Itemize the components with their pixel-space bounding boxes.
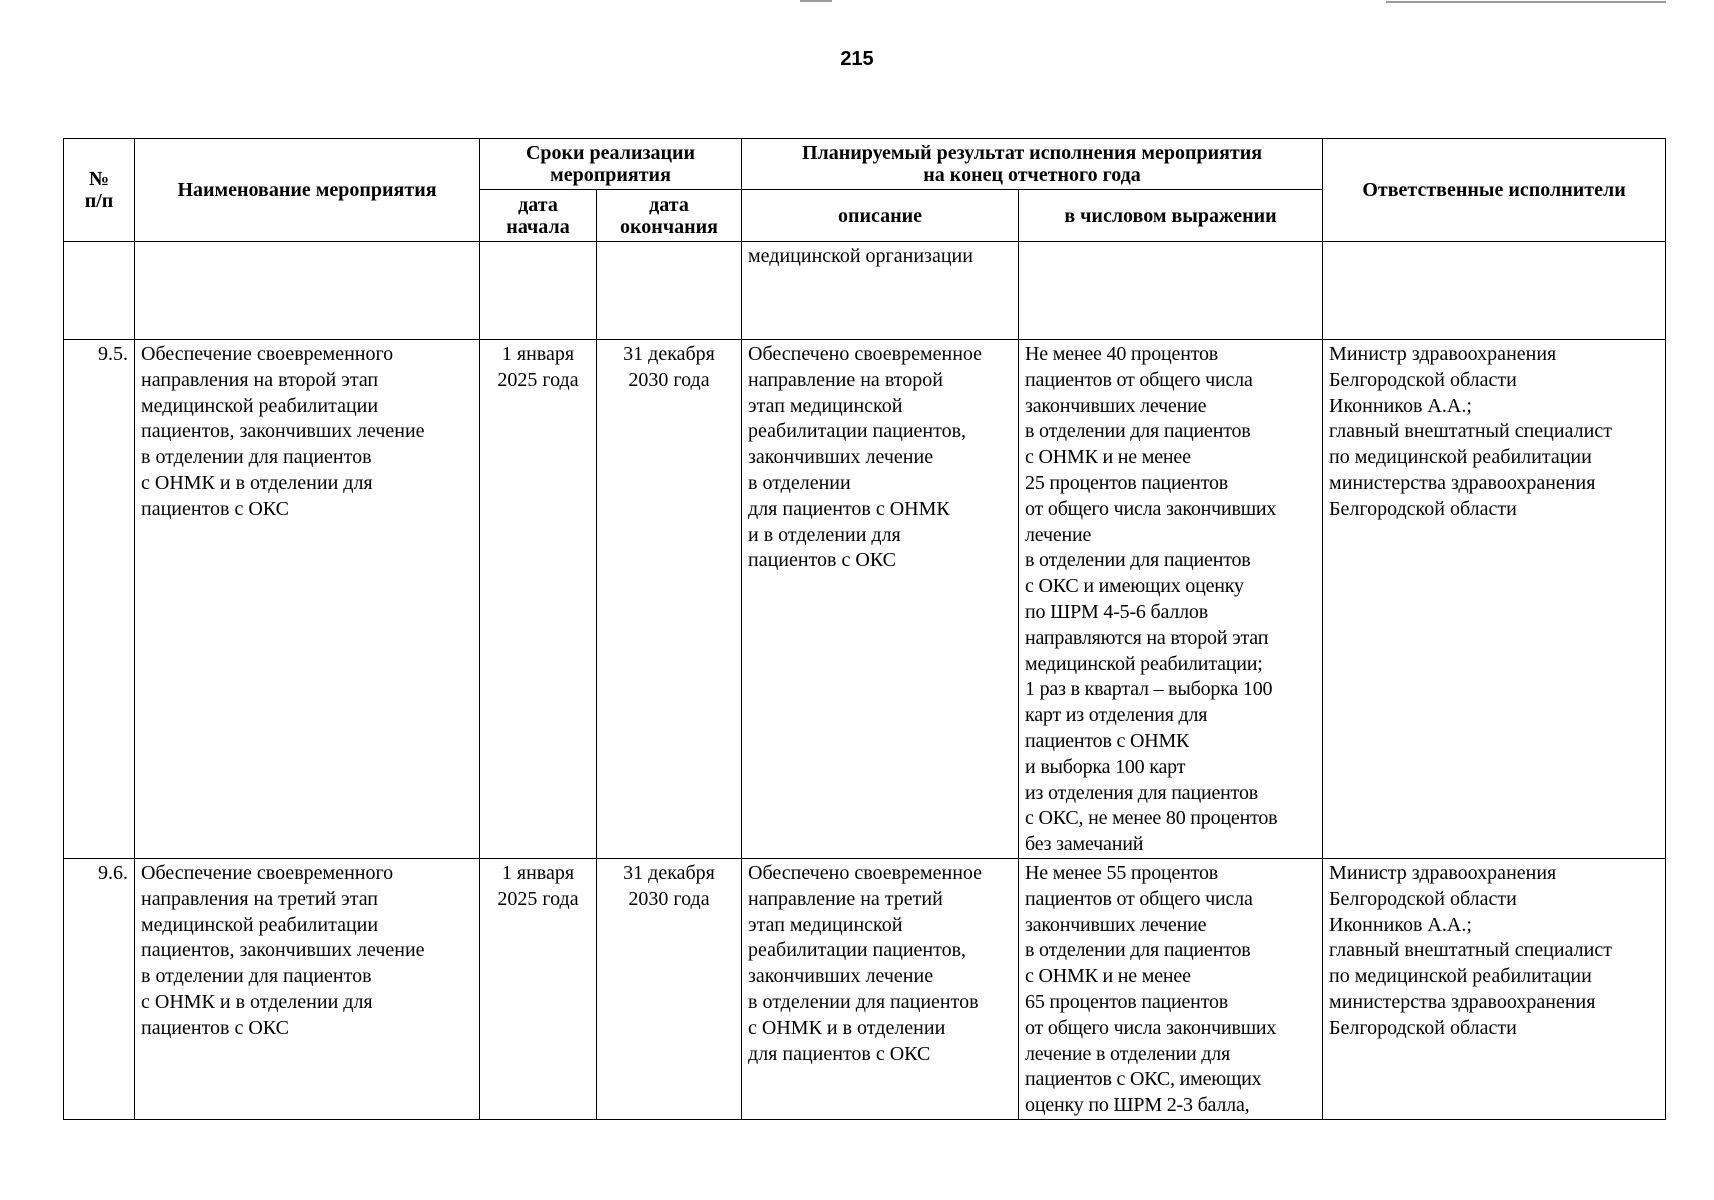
header-activity-name: Наименование мероприятия <box>135 139 480 242</box>
cell-responsible <box>1323 242 1666 340</box>
header-description: описание <box>742 190 1019 242</box>
cell-name <box>135 242 480 340</box>
page-number: 215 <box>840 48 874 70</box>
cell-number: 9.5. <box>64 340 135 859</box>
activities-table <box>63 138 1666 1120</box>
scan-artifact <box>1386 1 1666 3</box>
cell-description: Обеспечено своевременное направление на второй этап медицинской реабилитации пациентов, закончивших лечение в отделении для пациентов с ОНМК и в отделении для пациентов с ОКС <box>742 340 1019 859</box>
header-planned-result: Планируемый результат исполнения мероприятия на конец отчетного года <box>742 139 1323 190</box>
header-number: № п/п <box>64 139 135 242</box>
cell-description: медицинской организации <box>742 242 1019 340</box>
header-responsible: Ответственные исполнители <box>1323 139 1666 242</box>
cell-numeric: Не менее 40 процентов пациентов от общего числа закончивших лечение в отделении для пациентов с ОНМК и не менее 25 процентов пациентов от общего числа закончивших лечение в отделении для пациентов с ОКС и имеющих оценку по ШРМ 4-5-6 баллов направляются на второй этап медицинской реабилитации; 1 раз в квартал – выборка 100 карт из отделения для пациентов с ОНМК и выборка 100 карт из отделения для пациентов с ОКС, не менее 80 процентов без замечаний <box>1019 340 1323 859</box>
cell-name: Обеспечение своевременного направления на второй этап медицинской реабилитации пациентов, закончивших лечение в отделении для пациентов с ОНМК и в отделении для пациентов с ОКС <box>135 340 480 859</box>
header-row <box>64 139 1666 190</box>
scan-artifact <box>800 0 832 2</box>
cell-numeric <box>1019 242 1323 340</box>
cell-description: Обеспечено своевременное направление на третий этап медицинской реабилитации пациентов, закончивших лечение в отделении для пациентов с ОНМК и в отделении для пациентов с ОКС <box>742 858 1019 1119</box>
cell-responsible: Министр здравоохранения Белгородской области Иконников А.А.; главный внештатный специалист по медицинской реабилитации министерства здравоохранения Белгородской области <box>1323 340 1666 859</box>
header-end-date: дата окончания <box>597 190 742 242</box>
cell-end: 31 декабря 2030 года <box>597 858 742 1119</box>
header-numeric: в числовом выражении <box>1019 190 1323 242</box>
cell-start <box>480 242 597 340</box>
table-row <box>64 242 1666 340</box>
table-row <box>64 340 1666 859</box>
cell-start: 1 января 2025 года <box>480 340 597 859</box>
cell-start: 1 января 2025 года <box>480 858 597 1119</box>
cell-numeric: Не менее 55 процентов пациентов от общего числа закончивших лечение в отделении для пациентов с ОНМК и не менее 65 процентов пациентов от общего числа закончивших лечение в отделении для пациентов с ОКС, имеющих оценку по ШРМ 2-3 балла, <box>1019 858 1323 1119</box>
header-terms: Сроки реализации мероприятия <box>480 139 742 190</box>
cell-end: 31 декабря 2030 года <box>597 340 742 859</box>
cell-number: 9.6. <box>64 858 135 1119</box>
cell-name: Обеспечение своевременного направления на третий этап медицинской реабилитации пациентов, закончивших лечение в отделении для пациентов с ОНМК и в отделении для пациентов с ОКС <box>135 858 480 1119</box>
cell-responsible: Министр здравоохранения Белгородской области Иконников А.А.; главный внештатный специалист по медицинской реабилитации министерства здравоохранения Белгородской области <box>1323 858 1666 1119</box>
cell-number <box>64 242 135 340</box>
cell-end <box>597 242 742 340</box>
header-start-date: дата начала <box>480 190 597 242</box>
table-row <box>64 858 1666 1119</box>
